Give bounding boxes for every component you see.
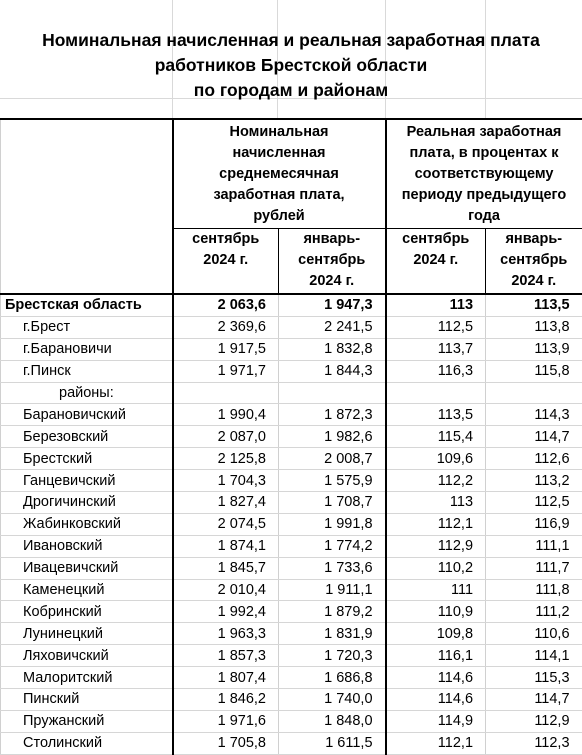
- nominal-jan-sep-cell: 1 879,2: [279, 601, 386, 623]
- region-name-cell: Каменецкий: [1, 579, 173, 601]
- nominal-jan-sep-cell: 1 686,8: [279, 667, 386, 689]
- real-sep-cell: 115,4: [386, 426, 486, 448]
- real-jan-sep-cell: 113,8: [486, 316, 582, 338]
- nominal-sep-cell: 1 917,5: [173, 338, 279, 360]
- region-name-cell: г.Барановичи: [1, 338, 173, 360]
- real-jan-sep-cell: [486, 382, 582, 404]
- nominal-jan-sep-cell: 1 947,3: [279, 294, 386, 316]
- real-sep-cell: 116,1: [386, 645, 486, 667]
- real-sep-cell: 113,7: [386, 338, 486, 360]
- nominal-jan-sep-cell: 1 911,1: [279, 579, 386, 601]
- table-row: [1, 601, 582, 623]
- real-sep-cell: 110,2: [386, 557, 486, 579]
- region-name-cell: Пружанский: [1, 710, 173, 732]
- title-line-1: Номинальная начисленная и реальная заработная плата: [0, 28, 582, 53]
- nominal-jan-sep-cell: 1 740,0: [279, 689, 386, 711]
- nominal-sep-cell: 1 827,4: [173, 492, 279, 514]
- real-jan-sep-cell: 113,5: [486, 294, 582, 316]
- real-sep-cell: 113,5: [386, 404, 486, 426]
- nominal-sep-cell: 2 074,5: [173, 513, 279, 535]
- nominal-sep-cell: 2 063,6: [173, 294, 279, 316]
- nominal-sep-cell: 2 369,6: [173, 316, 279, 338]
- nominal-sep-cell: 1 857,3: [173, 645, 279, 667]
- header-col-sep-real: сентябрь 2024 г.: [386, 229, 486, 295]
- real-jan-sep-cell: 115,3: [486, 667, 582, 689]
- nominal-sep-cell: 1 845,7: [173, 557, 279, 579]
- table-row: [1, 557, 582, 579]
- nominal-sep-cell: 2 087,0: [173, 426, 279, 448]
- real-sep-cell: 109,6: [386, 448, 486, 470]
- table-row: [1, 623, 582, 645]
- real-jan-sep-cell: 111,2: [486, 601, 582, 623]
- header-nominal-group: Номинальная начисленная среднемесячная заработная плата, рублей: [173, 119, 386, 229]
- table-row: [1, 667, 582, 689]
- nominal-sep-cell: 1 990,4: [173, 404, 279, 426]
- nominal-sep-cell: 1 846,2: [173, 689, 279, 711]
- real-jan-sep-cell: 112,9: [486, 710, 582, 732]
- region-name-cell: Брестская область: [1, 294, 173, 316]
- real-jan-sep-cell: 111,1: [486, 535, 582, 557]
- region-name-cell: Березовский: [1, 426, 173, 448]
- real-jan-sep-cell: 116,9: [486, 513, 582, 535]
- real-sep-cell: 112,9: [386, 535, 486, 557]
- nominal-jan-sep-cell: 1 848,0: [279, 710, 386, 732]
- real-sep-cell: [386, 382, 486, 404]
- nominal-sep-cell: 1 874,1: [173, 535, 279, 557]
- table-row: [1, 382, 582, 404]
- table-row: [1, 535, 582, 557]
- region-name-cell: Пинский: [1, 689, 173, 711]
- real-jan-sep-cell: 111,7: [486, 557, 582, 579]
- real-sep-cell: 114,6: [386, 689, 486, 711]
- region-name-cell: Ивацевичский: [1, 557, 173, 579]
- table-row: [1, 645, 582, 667]
- region-name-cell: Дрогичинский: [1, 492, 173, 514]
- real-sep-cell: 114,9: [386, 710, 486, 732]
- real-jan-sep-cell: 114,7: [486, 426, 582, 448]
- nominal-sep-cell: 1 807,4: [173, 667, 279, 689]
- nominal-jan-sep-cell: 2 241,5: [279, 316, 386, 338]
- title-line-2: работников Брестской области: [0, 53, 582, 78]
- real-sep-cell: 112,1: [386, 732, 486, 754]
- region-name-cell: Брестский: [1, 448, 173, 470]
- real-jan-sep-cell: 115,8: [486, 360, 582, 382]
- real-jan-sep-cell: 113,9: [486, 338, 582, 360]
- region-name-cell: Кобринский: [1, 601, 173, 623]
- real-jan-sep-cell: 112,3: [486, 732, 582, 754]
- real-sep-cell: 116,3: [386, 360, 486, 382]
- real-sep-cell: 112,5: [386, 316, 486, 338]
- table-title: [0, 28, 582, 103]
- real-jan-sep-cell: 114,7: [486, 689, 582, 711]
- table-row: [1, 710, 582, 732]
- nominal-sep-cell: 1 963,3: [173, 623, 279, 645]
- nominal-jan-sep-cell: 1 774,2: [279, 535, 386, 557]
- nominal-jan-sep-cell: 1 872,3: [279, 404, 386, 426]
- real-jan-sep-cell: 113,2: [486, 470, 582, 492]
- nominal-jan-sep-cell: 1 611,5: [279, 732, 386, 754]
- real-sep-cell: 111: [386, 579, 486, 601]
- real-jan-sep-cell: 114,1: [486, 645, 582, 667]
- nominal-jan-sep-cell: 1 720,3: [279, 645, 386, 667]
- nominal-sep-cell: [173, 382, 279, 404]
- real-sep-cell: 109,8: [386, 623, 486, 645]
- nominal-jan-sep-cell: 1 831,9: [279, 623, 386, 645]
- nominal-jan-sep-cell: 1 575,9: [279, 470, 386, 492]
- header-real-group: Реальная заработная плата, в процентах к соответствующему периоду предыдущего года: [386, 119, 582, 229]
- region-name-cell: районы:: [1, 382, 173, 404]
- table-row: [1, 294, 582, 316]
- table-row: [1, 470, 582, 492]
- real-jan-sep-cell: 112,5: [486, 492, 582, 514]
- nominal-jan-sep-cell: 1 982,6: [279, 426, 386, 448]
- real-sep-cell: 113: [386, 492, 486, 514]
- real-sep-cell: 112,2: [386, 470, 486, 492]
- table-row: [1, 513, 582, 535]
- region-name-cell: Жабинковский: [1, 513, 173, 535]
- region-name-cell: Столинский: [1, 732, 173, 754]
- header-col-sep-nominal: сентябрь 2024 г.: [173, 229, 279, 295]
- region-name-cell: Лунинецкий: [1, 623, 173, 645]
- nominal-sep-cell: 2 125,8: [173, 448, 279, 470]
- table-row: [1, 579, 582, 601]
- nominal-sep-cell: 2 010,4: [173, 579, 279, 601]
- real-sep-cell: 113: [386, 294, 486, 316]
- table-row: [1, 492, 582, 514]
- real-sep-cell: 110,9: [386, 601, 486, 623]
- nominal-jan-sep-cell: 1 708,7: [279, 492, 386, 514]
- header-empty-cell: [1, 119, 173, 294]
- real-sep-cell: 114,6: [386, 667, 486, 689]
- nominal-sep-cell: 1 971,6: [173, 710, 279, 732]
- region-name-cell: Ляховичский: [1, 645, 173, 667]
- region-name-cell: г.Пинск: [1, 360, 173, 382]
- region-name-cell: Малоритский: [1, 667, 173, 689]
- nominal-sep-cell: 1 704,3: [173, 470, 279, 492]
- table-row: [1, 360, 582, 382]
- table-row: [1, 404, 582, 426]
- nominal-jan-sep-cell: 1 832,8: [279, 338, 386, 360]
- real-jan-sep-cell: 112,6: [486, 448, 582, 470]
- region-name-cell: г.Брест: [1, 316, 173, 338]
- nominal-sep-cell: 1 971,7: [173, 360, 279, 382]
- table-row: [1, 689, 582, 711]
- nominal-sep-cell: 1 705,8: [173, 732, 279, 754]
- region-name-cell: Барановичский: [1, 404, 173, 426]
- real-jan-sep-cell: 110,6: [486, 623, 582, 645]
- table-row: [1, 448, 582, 470]
- nominal-jan-sep-cell: [279, 382, 386, 404]
- nominal-jan-sep-cell: 1 733,6: [279, 557, 386, 579]
- real-jan-sep-cell: 111,8: [486, 579, 582, 601]
- title-line-3: по городам и районам: [0, 78, 582, 103]
- nominal-jan-sep-cell: 2 008,7: [279, 448, 386, 470]
- real-sep-cell: 112,1: [386, 513, 486, 535]
- table-row: [1, 338, 582, 360]
- table-row: [1, 732, 582, 754]
- header-col-jan-sep-real: январь-сентябрь 2024 г.: [486, 229, 582, 295]
- nominal-jan-sep-cell: 1 991,8: [279, 513, 386, 535]
- real-jan-sep-cell: 114,3: [486, 404, 582, 426]
- nominal-sep-cell: 1 992,4: [173, 601, 279, 623]
- region-name-cell: Ганцевичский: [1, 470, 173, 492]
- table-body: [1, 294, 582, 754]
- header-col-jan-sep-nominal: январь-сентябрь 2024 г.: [279, 229, 386, 295]
- region-name-cell: Ивановский: [1, 535, 173, 557]
- table-row: [1, 426, 582, 448]
- salary-table: [0, 118, 582, 755]
- table-row: [1, 316, 582, 338]
- nominal-jan-sep-cell: 1 844,3: [279, 360, 386, 382]
